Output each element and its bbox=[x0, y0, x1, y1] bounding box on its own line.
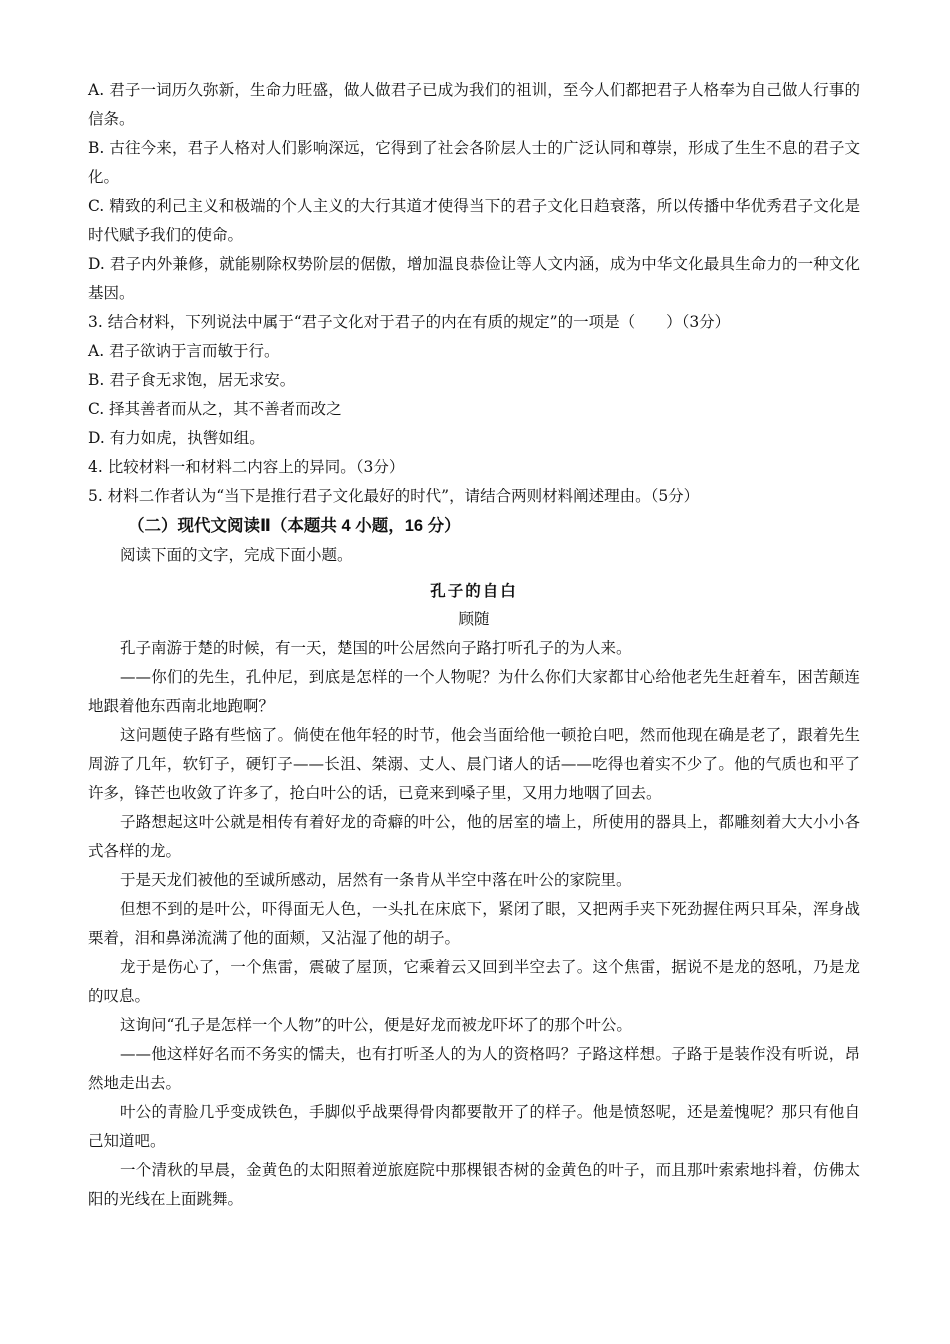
story-paragraph: 一个清秋的早晨，金黄色的太阳照着逆旅庭院中那棵银杏树的金黄色的叶子，而且那叶索索地抖着，仿佛太阳的光线在上面跳舞。 bbox=[88, 1161, 860, 1208]
story-paragraph: ——你们的先生，孔仲尼，到底是怎样的一个人物呢？为什么你们大家都甘心给他老先生赶着车，困苦颠连地跟着他东西南北地跑啊？ bbox=[88, 668, 860, 715]
q2-option-a: A. 君子一词历久弥新，生命力旺盛，做人做君子已成为我们的祖训，至今人们都把君子人格奉为自己做人行事的信条。 bbox=[88, 81, 860, 128]
q3-option-c: C. 择其善者而从之，其不善者而改之 bbox=[88, 400, 342, 418]
story-title: 孔子的自白 bbox=[430, 581, 518, 600]
story-paragraph: 孔子南游于楚的时候，有一天，楚国的叶公居然向子路打听孔子的为人来。 bbox=[120, 639, 632, 657]
q3-option-d: D. 有力如虎，执辔如组。 bbox=[88, 429, 265, 447]
story-paragraph: 但想不到的是叶公，吓得面无人色，一头扎在床底下，紧闭了眼，又把两手夹下死劲握住两只耳朵，浑身战栗着，泪和鼻涕流满了他的面颊，又沾湿了他的胡子。 bbox=[88, 900, 860, 947]
story-paragraph: 这问题使子路有些恼了。倘使在他年轻的时节，他会当面给他一顿抢白吧，然而他现在确是老了，跟着先生周游了几年，软钉子，硬钉子——长沮、桀溺、丈人、晨门诸人的话——吃得也着实不少了。他的气质也和平了许多，锋芒也收敛了许多了，抢白叶公的话，已竟来到嗓子里，又用力地咽了回去。 bbox=[88, 726, 860, 802]
story-author: 顾随 bbox=[458, 610, 490, 628]
story-paragraph: ——他这样好名而不务实的懦夫，也有打听圣人的为人的资格吗？子路这样想。子路于是装作没有听说，昂然地走出去。 bbox=[88, 1045, 860, 1092]
story-paragraph: 叶公的青脸几乎变成铁色，手脚似乎战栗得骨肉都要散开了的样子。他是愤怒呢，还是羞愧呢？那只有他自己知道吧。 bbox=[88, 1103, 860, 1150]
q2-option-c: C. 精致的利己主义和极端的个人主义的大行其道才使得当下的君子文化日趋衰落，所以传播中华优秀君子文化是时代赋予我们的使命。 bbox=[88, 197, 860, 244]
story-paragraph: 于是天龙们被他的至诚所感动，居然有一条肯从半空中落在叶公的家院里。 bbox=[120, 871, 632, 889]
document-page bbox=[88, 76, 860, 1214]
q5-stem: 5. 材料二作者认为“当下是推行君子文化最好的时代”，请结合两则材料阐述理由。（5分） bbox=[88, 487, 700, 505]
section-instruction: 阅读下面的文字，完成下面小题。 bbox=[120, 546, 353, 564]
q3-option-a: A. 君子欲讷于言而敏于行。 bbox=[88, 342, 280, 360]
q3-option-b: B. 君子食无求饱，居无求安。 bbox=[88, 371, 296, 389]
story-paragraph: 龙于是伤心了，一个焦雷，震破了屋顶，它乘着云又回到半空去了。这个焦雷，据说不是龙的怒吼，乃是龙的叹息。 bbox=[88, 958, 860, 1005]
q3-stem: 3. 结合材料，下列说法中属于“君子文化对于君子的内在有质的规定”的一项是（ ）（3分） bbox=[88, 313, 731, 331]
q2-option-d: D. 君子内外兼修，就能剔除权势阶层的倨傲，增加温良恭俭让等人文内涵，成为中华文化最具生命力的一种文化基因。 bbox=[88, 255, 860, 302]
section-heading: （二）现代文阅读Ⅱ（本题共 4 小题，16 分） bbox=[128, 517, 461, 535]
q4-stem: 4. 比较材料一和材料二内容上的异同。（3分） bbox=[88, 458, 405, 476]
q2-option-b: B. 古往今来，君子人格对人们影响深远，它得到了社会各阶层人士的广泛认同和尊崇，形成了生生不息的君子文化。 bbox=[88, 139, 860, 186]
story-paragraph: 这询问“孔子是怎样一个人物”的叶公，便是好龙而被龙吓坏了的那个叶公。 bbox=[120, 1016, 632, 1034]
story-paragraph: 子路想起这叶公就是相传有着好龙的奇癖的叶公，他的居室的墙上，所使用的器具上，都雕刻着大大小小各式各样的龙。 bbox=[88, 813, 860, 860]
